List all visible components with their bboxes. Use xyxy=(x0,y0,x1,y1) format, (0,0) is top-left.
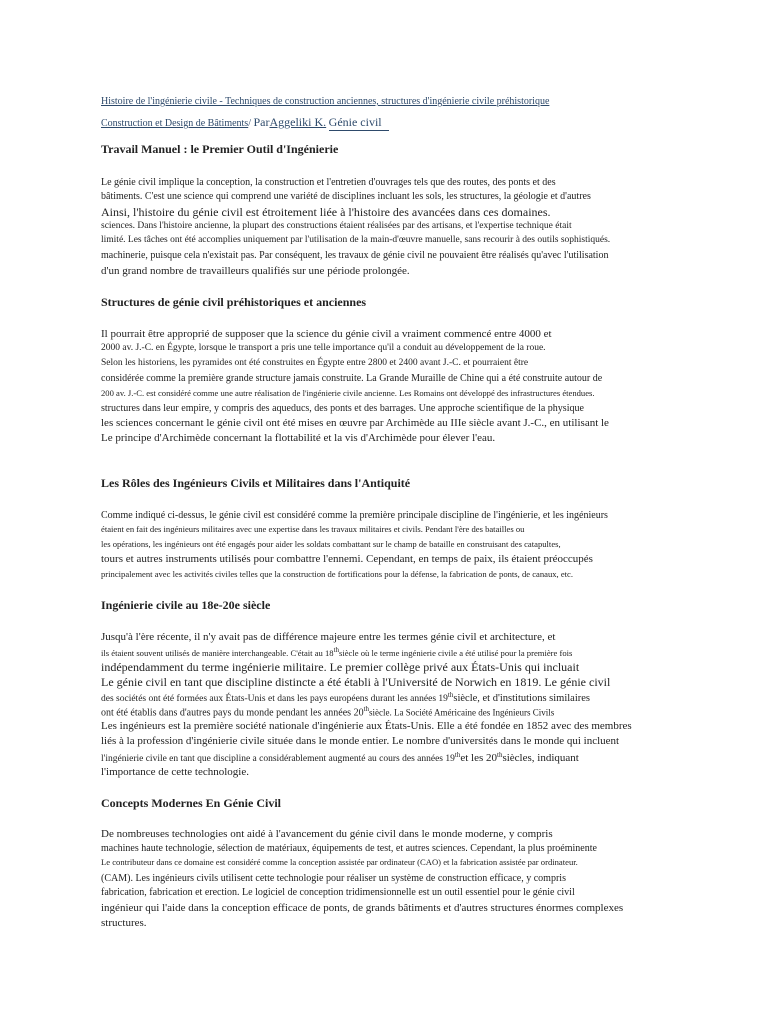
paragraph-line: structures. xyxy=(101,917,147,929)
paragraph-line: (CAM). Les ingénieurs civils utilisent cette technologie pour réaliser un système de construction efficace, y compris xyxy=(101,873,566,884)
paragraph-line: De nombreuses technologies ont aidé à l'avancement du génie civil dans le monde moderne, y compris xyxy=(101,828,553,840)
byline-separator: / xyxy=(248,118,251,129)
paragraph-line: 2000 av. J.-C. en Égypte, lorsque le transport a pris une telle importance qu'il a conduit au développement de la roue. xyxy=(101,343,546,353)
paragraph-line xyxy=(101,691,590,704)
paragraph-line: considérée comme la première grande structure jamais construite. La Grande Muraille de Chine qui a été construite autour de xyxy=(101,373,603,384)
paragraph-line: Les ingénieurs est la première société nationale d'ingénierie aux États-Unis. Elle a été fondée en 1852 avec des membres xyxy=(101,720,632,732)
line-text: ils étaient souvent utilisés de manière interchangeable. C'était au 18 xyxy=(101,647,334,658)
paragraph-line: indépendamment du terme ingénierie militaire. Le premier collège privé aux États-Unis qui incluait xyxy=(101,660,580,674)
line-text: siècles, indiquant xyxy=(502,752,579,765)
line-text: siècle. La Société Américaine des Ingénieurs Civils xyxy=(369,707,555,718)
section-heading: Les Rôles des Ingénieurs Civils et Militaires dans l'Antiquité xyxy=(101,476,411,490)
paragraph-line: d'un grand nombre de travailleurs qualifiés sur une période prolongée. xyxy=(101,265,410,277)
paragraph-line: les opérations, les ingénieurs ont été engagés pour aider les soldats combattant sur le champ de bataille en construisant des catapultes, xyxy=(101,539,561,549)
ordinal-suffix: th xyxy=(333,646,340,654)
paragraph-line: Le génie civil en tant que discipline distincte a été établi à l'Université de Norwich en 1819. Le génie civil xyxy=(101,675,611,689)
author-prefix: Par xyxy=(253,115,270,129)
paragraph-line: 200 av. J.-C. est considéré comme une autre réalisation de l'ingénierie civile ancienne. Les Romains ont développé des infrastructures étendues. xyxy=(101,388,595,398)
paragraph-line: Il pourrait être approprié de supposer que la science du génie civil a vraiment commencé entre 4000 et xyxy=(101,328,552,340)
section-heading: Ingénierie civile au 18e-20e siècle xyxy=(101,598,271,612)
category-link[interactable]: Construction et Design de Bâtiments xyxy=(101,118,249,129)
paragraph-line: Selon les historiens, les pyramides ont été construites en Égypte entre 2800 et 2400 avant J.-C. et pourraient être xyxy=(101,358,529,368)
byline xyxy=(101,115,389,131)
paragraph-line: machines haute technologie, sélection de matériaux, équipements de test, et autres sciences. Cependant, la plus proéminente xyxy=(101,843,597,854)
paragraph-line: étaient en fait des ingénieurs militaires avec une expertise dans les travaux militaires et civils. Pendant l'ère des batailles ou xyxy=(101,524,525,534)
line-text: siècle, et d'institutions similaires xyxy=(453,693,590,705)
ordinal-suffix: th xyxy=(447,691,454,699)
paragraph-line xyxy=(101,751,579,764)
line-text: l'ingénierie civile en tant que discipline a considérablement augmenté au cours des années 19 xyxy=(101,754,455,765)
paragraph-line: Le contributeur dans ce domaine est considéré comme la conception assistée par ordinateur (CAO) et la fabrication assistée par ordinateur. xyxy=(101,857,578,867)
field-link[interactable]: Génie civil xyxy=(329,115,389,131)
paragraph-line: les sciences concernant le génie civil ont été mises en œuvre par Archimède au IIIe siècle avant J.-C., en utilisant le xyxy=(101,417,609,429)
paragraph-line: Comme indiqué ci-dessus, le génie civil est considéré comme la première principale discipline de l'ingénierie, et les ingénieurs xyxy=(101,510,608,521)
paragraph-line: l'importance de cette technologie. xyxy=(101,766,249,778)
paragraph-line: sciences. Dans l'histoire ancienne, la plupart des constructions étaient réalisées par des artisans, et l'expertise technique était xyxy=(101,221,572,231)
paragraph-line xyxy=(101,705,554,718)
ordinal-suffix: th xyxy=(454,751,461,759)
breadcrumb-link[interactable]: Histoire de l'ingénierie civile - Techniques de construction anciennes, structures d'ingénierie civile préhistorique xyxy=(101,96,550,107)
line-text: ont été établis dans d'autres pays du monde pendant les années 20 xyxy=(101,707,364,719)
paragraph-line: Le génie civil implique la conception, la construction et l'entretien d'ouvrages tels que des routes, des ponts et des xyxy=(101,177,556,188)
ordinal-suffix: th xyxy=(497,751,503,759)
section-heading: Travail Manuel : le Premier Outil d'Ingénierie xyxy=(101,142,339,156)
line-text: des sociétés ont été formées aux États-Unis et dans les pays européens durant les années 19 xyxy=(101,694,448,705)
ordinal-suffix: th xyxy=(363,705,370,713)
paragraph-line: principalement avec les activités civiles telles que la construction de fortifications pour la défense, la fabrication de ponts, de canaux, etc. xyxy=(101,569,573,579)
paragraph-line: liés à la profession d'ingénierie civile située dans le monde entier. Le nombre d'universités dans le monde qui incluent xyxy=(101,735,620,747)
paragraph-line: Jusqu'à l'ère récente, il n'y avait pas de différence majeure entre les termes génie civil et architecture, et xyxy=(101,631,556,643)
paragraph-line: Ainsi, l'histoire du génie civil est étroitement liée à l'histoire des avancées dans ces domaines. xyxy=(101,205,551,219)
paragraph-line: bâtiments. C'est une science qui comprend une variété de disciplines incluant les sols, les structures, la géologie et d'autres xyxy=(101,191,591,202)
line-text: et les 20 xyxy=(460,752,497,765)
paragraph-line: fabrication, fabrication et erection. Le logiciel de conception tridimensionnelle est un outil essentiel pour le génie civil xyxy=(101,887,575,898)
paragraph-line: tours et autres instruments utilisés pour combattre l'ennemi. Cependant, en temps de paix, ils étaient préoccupés xyxy=(101,553,593,565)
breadcrumb xyxy=(101,96,549,107)
paragraph-line: ingénieur qui l'aide dans la conception efficace de ponts, de grands bâtiments et d'autres structures énormes complexes xyxy=(101,902,624,914)
line-text: siècle où le terme ingénierie civile a été utilisé pour la première fois xyxy=(339,647,573,658)
paragraph-line: limité. Les tâches ont été accomplies uniquement par l'utilisation de la main-d'œuvre manuelle, sans recourir à des outils sophistiqués. xyxy=(101,235,611,245)
paragraph-line: machinerie, puisque cela n'existait pas. Par conséquent, les travaux de génie civil ne pouvaient être réalisés qu'avec l'utilisation xyxy=(101,250,609,261)
paragraph-line xyxy=(101,646,572,658)
paragraph-line: Le principe d'Archimède concernant la flottabilité et la vis d'Archimède pour élever l'eau. xyxy=(101,432,496,444)
section-heading: Structures de génie civil préhistoriques et anciennes xyxy=(101,295,367,309)
section-heading: Concepts Modernes En Génie Civil xyxy=(101,796,281,810)
paragraph-line: structures dans leur empire, y compris des aqueducs, des ponts et des barrages. Une approche scientifique de la physique xyxy=(101,403,584,414)
author-link[interactable]: Aggeliki K. xyxy=(269,115,327,129)
